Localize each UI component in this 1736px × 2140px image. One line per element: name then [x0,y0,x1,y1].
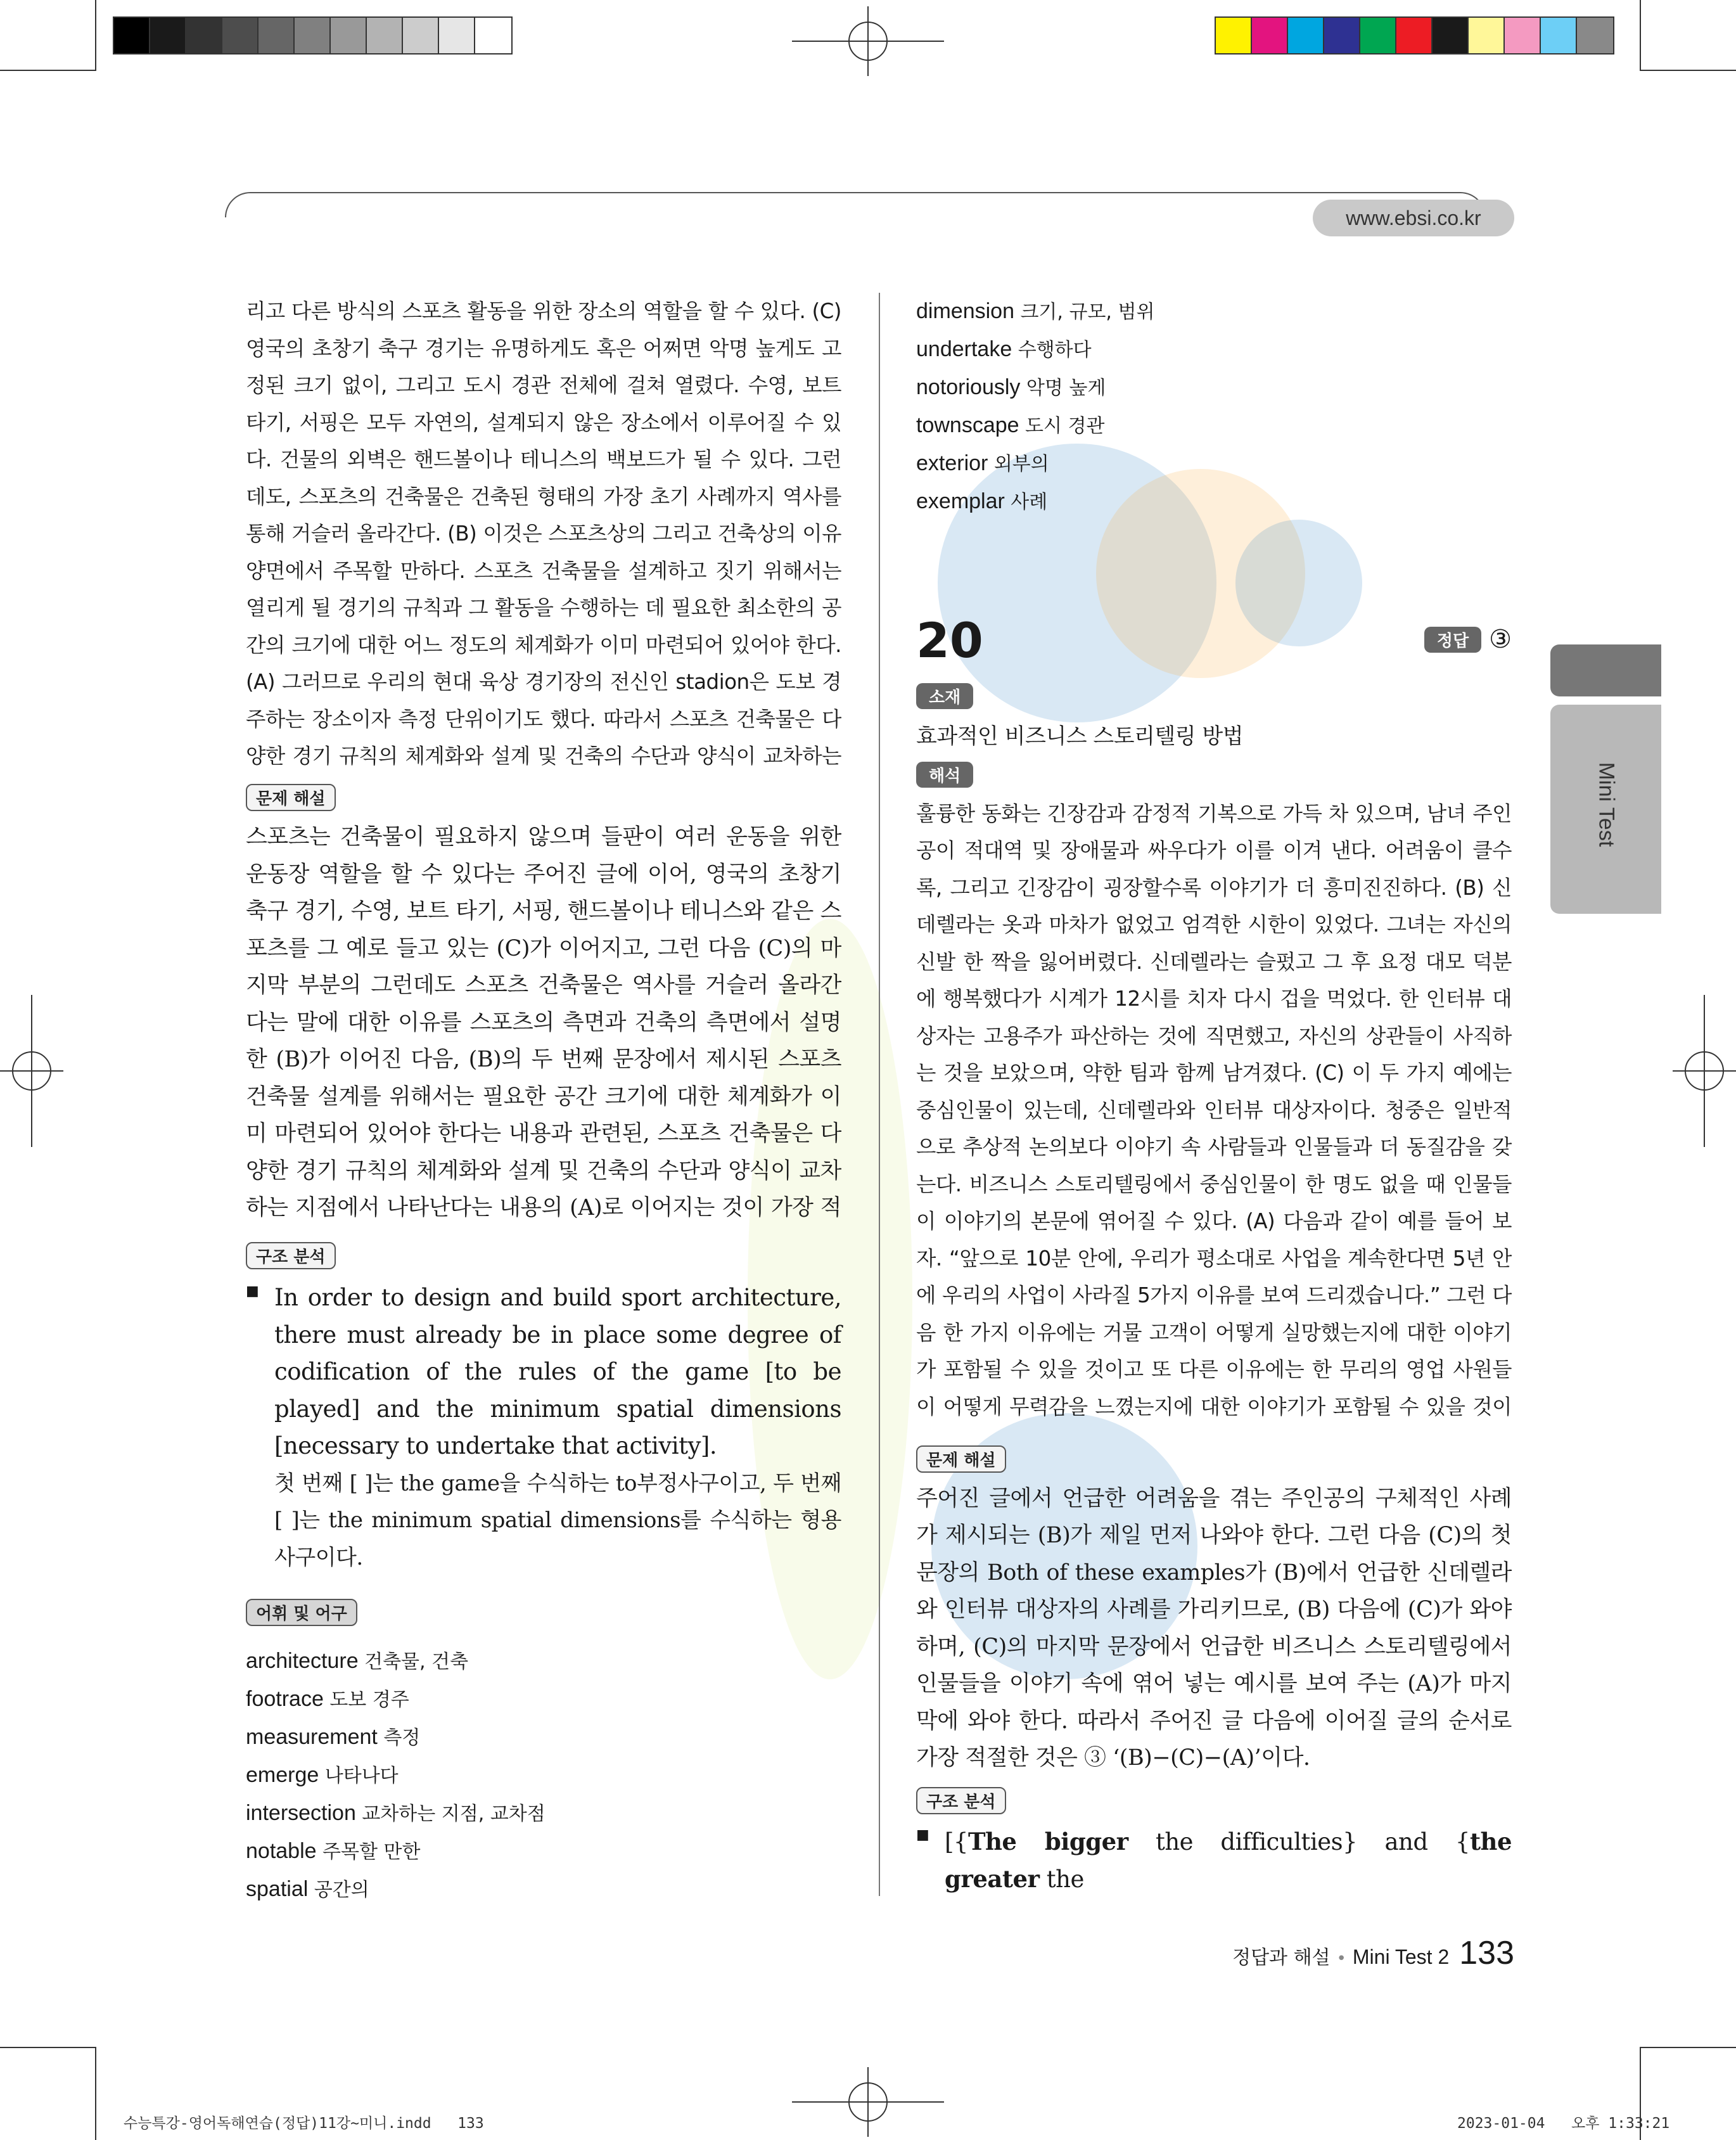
structure-korean: 첫 번째 [ ]는 the game을 수식하는 to부정사구이고, 두 번째 [ ]는 the minimum spatial dimensions를 수식하는 형용사구이다. [274,1470,841,1570]
color-swatch [1396,18,1433,53]
color-swatch [295,18,331,53]
structure-label-right: 구조 분석 [916,1787,1006,1814]
vocab-label: 어휘 및 어구 [246,1599,357,1626]
translation-text: 훌륭한 동화는 긴장감과 감정적 기복으로 가득 차 있으며, 남녀 주인공이 적대역 및 장애물과 싸우다가 이를 이겨 낸다. 어려움이 클수록, 그리고 긴장감이 굉장할수록 이야기가 더 흥미진진하다. (B) 신데렐라는 옷과 마차가 없었고 엄격한 시한이 있었다. 그녀는 자신의 신발 한 짝을 잃어버렸다. 신데렐라는 슬펐고 그 후 요정 대모 덕분에 행복했다가 시계가 12시를 치자 다시 겁을 먹었다. 한 인터뷰 대상자는 고용주가 파산하는 것에 직면했고, 자신의 상관들이 사직하는 것을 보았으며, 약한 팀과 함께 남겨졌다. (C) 이 두 가지 예에는 중심인물이 있는데, 신데렐라와 인터뷰 대상자이다. 청중은 일반적으로 추상적 논의보다 이야기 속 사람들과 인물들과 더 동질감을 갖는다. 비즈니스 스토리텔링에서 중심인물이 한 명도 없을 때 인물들이 이야기의 본문에 엮어질 수 있다. (A) 다음과 같이 예를 들어 보자. “앞으로 10분 안에, 우리가 평소대로 사업을 계속한다면 5년 안에 우리의 사업이 사라질 5가지 이유를 보여 드리겠습니다.” 그런 다음 한 가지 이유에는 거물 고객이 어떻게 실망했는지에 대한 이야기가 포함될 수 있을 것이고 또 다른 이유에는 한 무리의 영업 사원들이 어떻게 무력감을 느꼈는지에 대한 이야기가 포함될 수 있을 것이 [916,801,1512,1419]
color-swatch [1577,18,1613,53]
vocab-meaning: 악명 높게 [1026,377,1106,399]
topic-label: 소재 [916,683,973,709]
vocab-item [246,1719,841,1757]
vocab-word: spatial [246,1877,309,1901]
footer-test-name: Mini Test 2 [1352,1945,1450,1968]
vocab-word: townscape [916,413,1019,437]
side-tab-marker [1550,644,1661,696]
color-swatch [1505,18,1541,53]
vocab-meaning: 사례 [1011,491,1048,513]
process-color-bar [1215,16,1614,54]
column-divider [879,293,880,1896]
vocab-meaning: 크기, 규모, 범위 [1020,301,1155,323]
vocab-item [916,407,1512,445]
question-number: 20 [916,612,983,669]
site-url: www.ebsi.co.kr [1313,200,1514,236]
vocab-meaning: 교차하는 지점, 교차점 [362,1803,546,1825]
footer-section: 정답과 해설 [1232,1947,1331,1969]
timestamp: 2023-01-04 오후 1:33:21 [1457,2115,1670,2132]
vocab-word: dimension [916,299,1014,323]
footer-separator: • [1336,1949,1346,1968]
side-tab-label: Mini Test [1594,762,1619,847]
vocab-word: intersection [246,1801,356,1825]
color-swatch [186,18,222,53]
vocab-meaning: 수행하다 [1018,339,1092,361]
structure-label: 구조 분석 [246,1242,336,1269]
explanation-text-right: 주어진 글에서 언급한 어려움을 겪는 주인공의 구체적인 사례가 제시되는 (B)가 제일 먼저 나와야 한다. 그런 다음 (C)의 첫 문장의 Both of these examples가 (B)에서 언급한 신데렐라와 인터뷰 대상자의 사례를 가리키므로, (B) 다음에 (C)가 와야 하며, (C)의 마지막 문장에서 언급한 비즈니스 스토리텔링에서 인물들을 이야기 속에 엮어 넣는 예시를 보여 주는 (A)가 마지막에 와야 한다. 따라서 주어진 글 다음에 이어질 글의 순서로 가장 적절한 것은 ③ ‘(B)−(C)−(A)’이다. [916,1485,1512,1771]
vocab-word: undertake [916,337,1012,361]
vocab-word: footrace [246,1687,324,1711]
vocab-word: exemplar [916,489,1005,513]
color-swatch [1360,18,1396,53]
translation-label: 해석 [916,762,973,788]
header-rule [225,192,1486,217]
vocab-list-right [916,293,1512,521]
vocab-word: measurement [246,1725,378,1749]
color-swatch [1288,18,1324,53]
vocab-word: emerge [246,1763,319,1787]
vocab-meaning: 공간의 [314,1879,369,1901]
registration-mark-top-icon [792,6,944,76]
vocab-word: notable [246,1839,317,1863]
vocab-meaning: 나타나다 [324,1765,399,1787]
vocab-word: architecture [246,1649,359,1673]
registration-mark-bottom-icon [792,2067,944,2137]
grayscale-color-bar [113,16,513,54]
color-swatch [475,18,511,53]
vocab-word: notoriously [916,375,1021,399]
right-column [916,293,1512,1899]
vocab-item [916,331,1512,369]
answer-label: 정답 [1424,627,1481,653]
structure-sentence-right: [{The bigger the difficulties} and {the greater the [945,1827,1512,1893]
vocab-item [246,1681,841,1719]
explanation-label: 문제 해설 [246,784,336,811]
vocab-item [246,1833,841,1871]
color-swatch [1541,18,1577,53]
color-swatch [439,18,475,53]
page-footer [1204,1934,1514,1972]
structure-english: In order to design and build sport architecture, there must already be in place some degree of codification of the rules of the game [to be played] and the minimum spatial dimensions [necessary to undertake that activity]. [274,1284,841,1459]
vocab-meaning: 도시 경관 [1025,415,1105,437]
color-swatch [150,18,186,53]
vocab-meaning: 주목할 만한 [322,1841,421,1863]
structure-analysis [246,1279,841,1576]
vocab-item [916,445,1512,483]
registration-mark-right-icon [1673,995,1736,1147]
bullet-square-icon: ■ [246,1283,259,1299]
vocab-meaning: 건축물, 건축 [364,1651,469,1673]
color-swatch [403,18,439,53]
topic-text: 효과적인 비즈니스 스토리텔링 방법 [916,724,1244,749]
color-swatch [222,18,258,53]
vocab-item [246,1871,841,1909]
page-number: 133 [1459,1935,1514,1971]
vocab-item [246,1643,841,1681]
structure-analysis-right [916,1823,1512,1899]
vocab-meaning: 도보 경주 [329,1689,409,1711]
vocab-item [916,293,1512,331]
vocab-meaning: 외부의 [993,453,1049,475]
color-swatch [1324,18,1360,53]
vocab-list-left [246,1643,841,1909]
color-swatch [114,18,150,53]
vocab-item [916,483,1512,521]
file-name: 수능특강-영어독해연습(정답)11강~미니.indd 133 [124,2115,484,2132]
color-swatch [1216,18,1252,53]
left-column [246,293,841,1909]
explanation-text: 스포츠는 건축물이 필요하지 않으며 들판이 여러 운동을 위한 운동장 역할을 할 수 있다는 주어진 글에 이어, 영국의 초창기 축구 경기, 수영, 보트 타기, 서핑, 핸드볼이나 테니스와 같은 스포츠를 그 예로 들고 있는 (C)가 이어지고, 그런 다음 (C)의 마지막 부분의 그런데도 스포츠 건축물은 역사를 거슬러 올라간다는 말에 대한 이유를 스포츠의 측면과 건축의 측면에서 설명한 (B)가 이어진 다음, (B)의 두 번째 문장에서 제시된 스포츠 건축물 설계를 위해서는 필요한 공간 크기에 대한 체계화가 이미 마련되어 있어야 한다는 내용과 관련된, 스포츠 건축물은 다양한 경기 규칙의 체계화와 설계 및 건축의 수단과 양식이 교차하는 지점에서 나타난다는 내용의 (A)로 이어지는 것이 가장 적 [246,824,841,1221]
explanation-label-right: 문제 해설 [916,1445,1006,1473]
answer-value: ③ [1489,625,1512,654]
color-swatch [1252,18,1288,53]
color-swatch [1469,18,1505,53]
registration-mark-left-icon [0,995,63,1147]
color-swatch [1433,18,1469,53]
vocab-item [916,369,1512,407]
color-swatch [331,18,367,53]
vocab-word: exterior [916,451,988,475]
vocab-item [246,1795,841,1833]
passage-translation: 리고 다른 방식의 스포츠 활동을 위한 장소의 역할을 할 수 있다. (C) 영국의 초창기 축구 경기는 유명하게도 혹은 어쩌면 악명 높게도 고정된 크기 없이, 그리고 도시 경관 전체에 걸쳐 열렸다. 수영, 보트 타기, 서핑은 모두 자연의, 설계되지 않은 장소에서 이루어질 수 있다. 건물의 외벽은 핸드볼이나 테니스의 백보드가 될 수 있다. 그런데도, 스포츠의 건축물은 건축된 형태의 가장 초기 사례까지 역사를 통해 거슬러 올라간다. (B) 이것은 스포츠상의 그리고 건축상의 이유 양면에서 주목할 만하다. 스포츠 건축물을 설계하고 짓기 위해서는 열리게 될 경기의 규칙과 그 활동을 수행하는 데 필요한 최소한의 공간의 크기에 대한 어느 정도의 체계화가 이미 마련되어 있어야 한다. (A) 그러므로 우리의 현대 육상 경기장의 전신인 stadion은 도보 경주하는 장소이자 측정 단위이기도 했다. 따라서 스포츠 건축물은 다양한 경기 규칙의 체계화와 설계 및 건축의 수단과 양식이 교차하는 [246,299,841,768]
color-swatch [258,18,295,53]
vocab-meaning: 측정 [383,1727,421,1749]
bullet-square-icon: ■ [916,1826,929,1843]
vocab-item [246,1757,841,1795]
color-swatch [367,18,403,53]
